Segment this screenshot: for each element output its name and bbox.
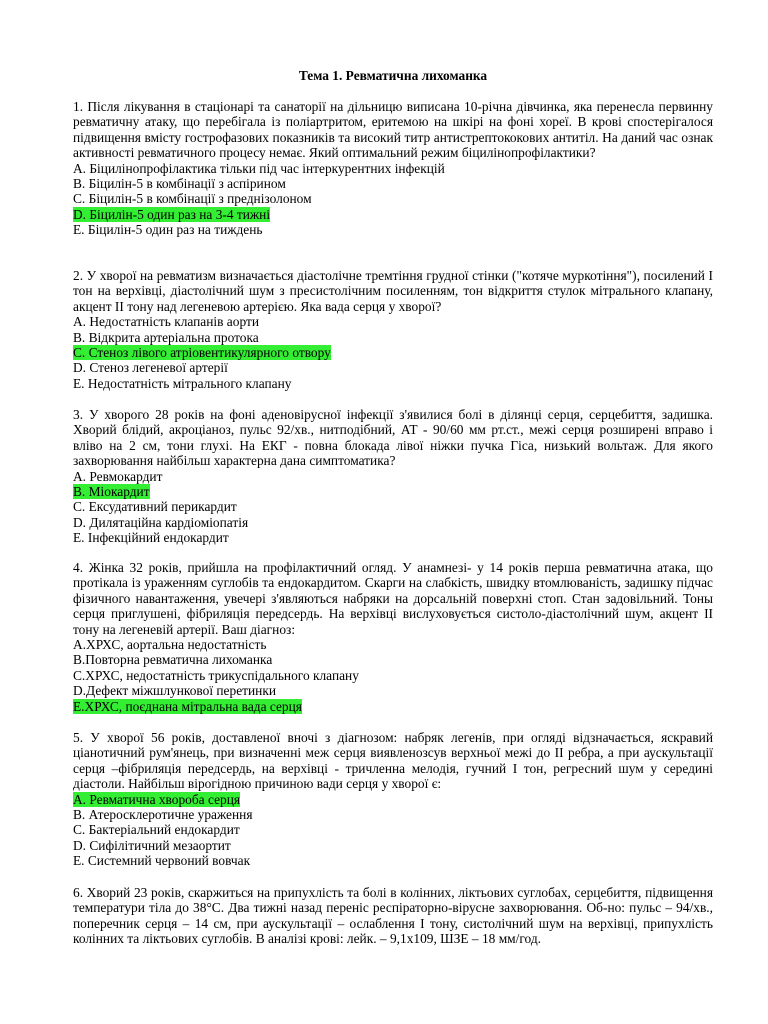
option-c: С.ХРХС, недостатність трикуспідального клапану (73, 667, 359, 683)
option-d-correct: D. Біцилін-5 один раз на 3-4 тижні (73, 206, 271, 222)
question-2 (73, 268, 713, 391)
option-d: D.Дефект міжшлункової перетинки (73, 683, 276, 699)
option-b: B. Відкрита артеріальна протока (73, 329, 259, 345)
question-stem: 2. У хворої на ревматизм визначається діастолічне тремтіння грудної стінки ("котяче муркотіння"), посилений І тон на верхівці, діастолічний шум з пресистолічним посиленням, тон відкриття стулок мітрального клапану, акцент ІІ тону над легеневою артерією. Яка вада серця у хворої? (73, 268, 713, 314)
option-d: D. Стеноз легеневої артерії (73, 360, 228, 376)
option-b: В. Атеросклеротичне ураження (73, 807, 253, 823)
question-stem: 4. Жінка 32 років, прийшла на профілактичний огляд. У анамнезі- у 14 років перша ревматична атака, що протікала із ураженням суглобів та ендокардитом. Скарги на слабкість, швидку втомлюваність, задишку підчас фізичного навантаження, увечері з'являються набряки на дорсальній поверхні стоп. Стан задовільний. Тоны серця приглушені, фібриляція передсердь. На верхівці вислуховується систоло-діастолічний шум, акцент ІІ тону на легеневій артерії. Ваш діагноз: (73, 560, 713, 637)
option-a: А.ХРХС, аортальна недостатність (73, 637, 267, 653)
option-d: D. Сифілітичний мезаортит (73, 837, 231, 853)
question-3 (73, 407, 713, 546)
option-b: B. Біцилін-5 в комбінації з аспірином (73, 176, 286, 192)
question-stem: 3. У хворого 28 років на фоні аденовірусної інфекції з'явилися болі в ділянці серця, серцебиття, задишка. Хворий блідий, акроціаноз, пульс 92/хв., нитподібний, АТ - 90/60 мм рт.ст., межі серця розширені вправо і вліво на 2 см, тони глухі. На ЕКГ - повна блокада лівої ніжки пучка Гіса, низький вольтаж. Для якого захворювання найбільш характерна дана симптоматика? (73, 407, 713, 469)
question-4 (73, 560, 713, 714)
option-e: E. Недостатність мітрального клапану (73, 375, 292, 391)
question-5 (73, 730, 713, 869)
option-a: A. Ревмокардит (73, 468, 163, 484)
question-1 (73, 99, 713, 238)
option-a: A. Біцилінопрофілактика тільки під час інтеркурентних інфекцій (73, 160, 445, 176)
option-b-correct: B. Міокардит (73, 484, 150, 500)
option-d: D. Дилятаційна кардіоміопатія (73, 514, 249, 530)
option-e: Е. Системний червоний вовчак (73, 853, 251, 869)
question-stem: 5. У хворої 56 років, доставленої вночі з діагнозом: набряк легенів, при огляді відзначається, яскравий ціанотичний рум'янець, при визначенні меж серця виявленозсув верхньої межі до ІІ ребра, а при аускультації серця –фібриляція передсердь, на верхівці - тричленна мелодія, гучний І тон, регресний шум у середині діастоли. Найбільш вірогідною причиною вади серця у хворої є: (73, 730, 713, 792)
option-b: В.Повторна ревматична лихоманка (73, 652, 273, 668)
option-e-correct: Е.ХРХС, поєднана мітральна вада серця (73, 698, 302, 714)
option-c-correct: C. Стеноз лівого атріовентикулярного отвору (73, 345, 331, 361)
option-e: E. Інфекційний ендокардит (73, 530, 229, 546)
option-a-correct: А. Ревматична хвороба серця (73, 791, 241, 807)
question-6 (73, 885, 713, 947)
option-a: A. Недостатність клапанів аорти (73, 314, 259, 330)
option-c: С. Бактеріальний ендокардит (73, 822, 240, 838)
option-e: E. Біцилін-5 один раз на тиждень (73, 222, 263, 238)
question-stem: 1. Після лікування в стаціонарі та санаторії на дільницю виписана 10-річна дівчинка, яка перенесла первинну ревматичну атаку, що перебігала із поліартритом, еритемою на шкірі на фоні хореї. В крові спостерігалося підвищення вмісту гострофазових показників та високий титр антистрептококових антитіл. На даний час ознак активності ревматичного процесу немає. Який оптимальний режим біцилінопрофілактики? (73, 99, 713, 161)
option-c: C. Ексудативний перикардит (73, 499, 237, 515)
page-title: Тема 1. Ревматична лихоманка (298, 68, 488, 83)
option-c: C. Біцилін-5 в комбінації з преднізолоном (73, 191, 312, 207)
question-stem: 6. Хворий 23 років, скаржиться на припухлість та болі в колінних, ліктьових суглобах, серцебиття, підвищення температури тіла до 38°С. Два тижні назад переніс респіраторно-вірусне захворювання. Об-но: пульс – 94/хв., поперечник серця – 14 см, при аускультації – ослаблення І тону, систолічний шум на верхівці, припухлість колінних та ліктьових суглобів. В аналізі крові: лейк. – 9,1х109, ШЗЕ – 18 мм/год. (73, 885, 713, 947)
